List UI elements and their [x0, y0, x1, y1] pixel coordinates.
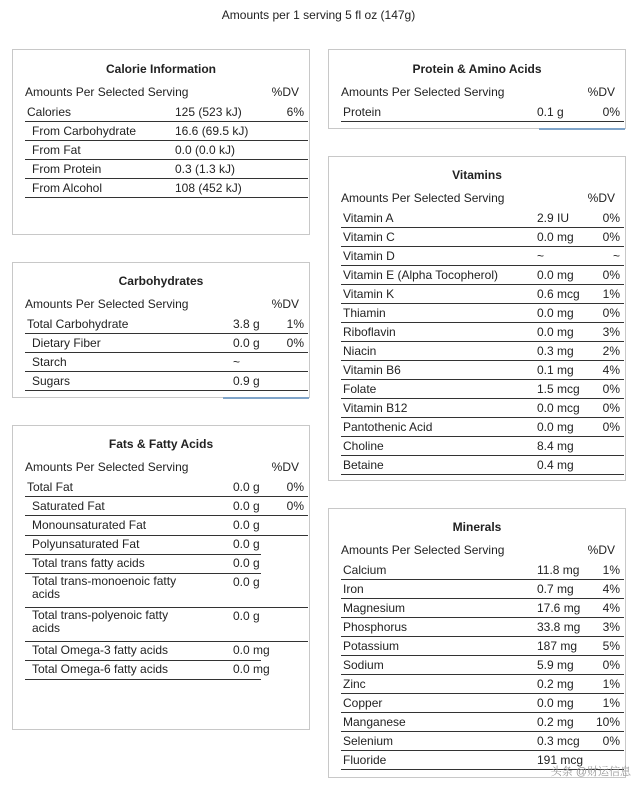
nutrient-amount: 0.2 mg [537, 677, 574, 691]
carbohydrates-accent-line [223, 397, 309, 399]
nutrient-amount: 0.0 (0.0 kJ) [175, 143, 236, 157]
nutrient-name: Pantothenic Acid [343, 420, 433, 434]
nutrient-name: Vitamin B6 [343, 363, 401, 377]
nutrient-amount: 0.3 mcg [537, 734, 580, 748]
vitamins-header-dv: %DV [587, 191, 615, 205]
minerals-header-label: Amounts Per Selected Serving [341, 543, 505, 557]
minerals-rows [341, 561, 624, 770]
calorie-header-label: Amounts Per Selected Serving [25, 85, 189, 99]
nutrient-row [341, 675, 624, 694]
nutrient-dv: 0% [602, 734, 620, 748]
nutrient-name: Phosphorus [343, 620, 408, 634]
nutrient-row [25, 315, 308, 334]
nutrient-dv: ~ [612, 249, 620, 263]
nutrient-name: Niacin [343, 344, 377, 358]
nutrient-name: Vitamin D [343, 249, 395, 263]
vitamins-panel-title: Vitamins [452, 168, 502, 182]
nutrient-dv: 4% [602, 601, 620, 615]
nutrient-row [25, 573, 308, 607]
protein-panel [328, 49, 626, 129]
nutrient-amount: 5.9 mg [537, 658, 574, 672]
nutrient-row [341, 599, 624, 618]
nutrient-amount: 0.4 mg [537, 458, 574, 472]
nutrient-amount: 0.9 g [233, 374, 260, 388]
nutrient-row [341, 266, 624, 285]
nutrient-name: Total Omega-3 fatty acids [32, 643, 169, 657]
nutrient-dv: 0% [602, 401, 620, 415]
nutrient-amount: 0.1 mg [537, 363, 574, 377]
nutrient-name: Choline [343, 439, 384, 453]
nutrient-name: Calories [27, 105, 72, 119]
nutrient-name: Polyunsaturated Fat [32, 537, 140, 551]
nutrient-amount: 33.8 mg [537, 620, 581, 634]
nutrient-amount: 1.5 mcg [537, 382, 580, 396]
nutrient-dv: 0% [286, 499, 304, 513]
nutrient-amount: 0.7 mg [537, 582, 574, 596]
nutrient-amount: 108 (452 kJ) [175, 181, 242, 195]
nutrient-amount: 2.9 IU [537, 211, 570, 225]
nutrient-dv: 0% [602, 211, 620, 225]
nutrient-name: Thiamin [343, 306, 386, 320]
nutrient-amount: 187 mg [537, 639, 578, 653]
protein-rows [341, 103, 624, 122]
nutrient-name: Betaine [343, 458, 384, 472]
nutrient-name: From Alcohol [32, 181, 103, 195]
protein-header-dv: %DV [587, 85, 615, 99]
nutrient-amount: 3.8 g [233, 317, 260, 331]
nutrient-row [341, 456, 624, 475]
nutrient-row [341, 103, 624, 122]
nutrient-amount: 0.0 g [233, 609, 260, 623]
nutrient-row [25, 372, 308, 391]
nutrient-amount: 17.6 mg [537, 601, 581, 615]
nutrient-amount: ~ [537, 249, 545, 263]
nutrient-amount: 0.0 mg [537, 696, 574, 710]
minerals-header [341, 543, 619, 561]
nutrient-dv: 1% [602, 287, 620, 301]
nutrient-dv: 1% [602, 696, 620, 710]
nutrient-name: Total Omega-6 fatty acids [32, 662, 169, 676]
nutrient-row [25, 535, 308, 554]
nutrient-row [341, 285, 624, 304]
calorie-header [25, 85, 303, 103]
nutrient-name: Manganese [343, 715, 406, 729]
nutrient-amount: 8.4 mg [537, 439, 574, 453]
nutrient-amount: 0.6 mcg [537, 287, 580, 301]
nutrient-dv: 0% [602, 306, 620, 320]
nutrient-dv: 0% [602, 420, 620, 434]
nutrient-name: Total trans-polyenoic fatty acids [32, 608, 169, 635]
nutrient-row [25, 103, 308, 122]
minerals-panel [328, 508, 626, 778]
vitamins-header-label: Amounts Per Selected Serving [341, 191, 505, 205]
nutrient-dv: 3% [602, 620, 620, 634]
nutrient-amount: 0.3 (1.3 kJ) [175, 162, 236, 176]
nutrient-row [341, 637, 624, 656]
nutrient-amount: ~ [233, 355, 241, 369]
nutrient-name: Saturated Fat [32, 499, 105, 513]
carbohydrates-header-label: Amounts Per Selected Serving [25, 297, 189, 311]
nutrient-dv: 1% [602, 677, 620, 691]
nutrient-row [25, 353, 308, 372]
nutrient-dv: 0% [286, 336, 304, 350]
nutrient-dv: 0% [286, 480, 304, 494]
nutrient-amount: 0.0 mg [537, 420, 574, 434]
nutrient-row [25, 660, 308, 679]
nutrient-row [341, 361, 624, 380]
nutrient-amount: 0.0 g [233, 556, 260, 570]
nutrient-row [341, 713, 624, 732]
nutrient-amount: 0.0 g [233, 575, 260, 589]
nutrient-row [341, 304, 624, 323]
nutrient-row [25, 516, 308, 535]
nutrient-row [341, 342, 624, 361]
nutrient-row [25, 607, 308, 641]
nutrient-name: Total Fat [27, 480, 74, 494]
nutrient-dv: 0% [602, 105, 620, 119]
minerals-header-dv: %DV [587, 543, 615, 557]
calorie-panel [12, 49, 310, 235]
nutrient-amount: 16.6 (69.5 kJ) [175, 124, 249, 138]
nutrient-row [341, 437, 624, 456]
nutrient-name: Total trans fatty acids [32, 556, 145, 570]
nutrient-name: Starch [32, 355, 67, 369]
nutrient-row [25, 122, 308, 141]
nutrient-name: Monounsaturated Fat [32, 518, 147, 532]
nutrient-row [341, 247, 624, 266]
nutrient-dv: 0% [602, 382, 620, 396]
nutrient-dv: 6% [286, 105, 304, 119]
protein-header [341, 85, 619, 103]
fats-header-label: Amounts Per Selected Serving [25, 460, 189, 474]
nutrient-row [25, 179, 308, 198]
carbohydrates-header [25, 297, 303, 315]
nutrient-name: Vitamin B12 [343, 401, 408, 415]
nutrient-row [341, 399, 624, 418]
vitamins-rows [341, 209, 624, 475]
nutrient-dv: 3% [602, 325, 620, 339]
nutrient-name: Riboflavin [343, 325, 396, 339]
nutrient-row [341, 323, 624, 342]
nutrient-amount: 0.0 g [233, 480, 260, 494]
nutrient-name: Vitamin A [343, 211, 394, 225]
vitamins-header [341, 191, 619, 209]
nutrient-row [25, 641, 308, 660]
nutrient-amount: 0.1 g [537, 105, 564, 119]
fats-panel-title: Fats & Fatty Acids [108, 437, 214, 451]
nutrient-row [341, 561, 624, 580]
nutrient-name: Total trans-monoenoic fatty acids [32, 574, 177, 601]
nutrient-row [341, 380, 624, 399]
nutrient-name: From Carbohydrate [32, 124, 137, 138]
nutrient-name: Protein [343, 105, 382, 119]
nutrient-row [25, 141, 308, 160]
nutrient-amount: 0.3 mg [537, 344, 574, 358]
nutrient-name: Dietary Fiber [32, 336, 101, 350]
nutrient-amount: 125 (523 kJ) [175, 105, 242, 119]
nutrient-row [341, 694, 624, 713]
nutrient-dv: 1% [602, 563, 620, 577]
nutrient-amount: 0.0 g [233, 499, 260, 513]
nutrient-name: Folate [343, 382, 377, 396]
nutrient-name: Calcium [343, 563, 387, 577]
nutrient-name: From Protein [32, 162, 102, 176]
nutrient-name: Potassium [343, 639, 400, 653]
nutrient-row [341, 418, 624, 437]
nutrient-name: Magnesium [343, 601, 406, 615]
nutrient-amount: 191 mcg [537, 753, 584, 767]
carbohydrates-panel-title: Carbohydrates [118, 274, 204, 288]
nutrient-amount: 0.0 mg [537, 306, 574, 320]
fats-header [25, 460, 303, 478]
carbohydrates-header-dv: %DV [271, 297, 299, 311]
nutrient-row [25, 160, 308, 179]
nutrient-name: Vitamin E (Alpha Tocopherol) [343, 268, 498, 282]
calorie-panel-title: Calorie Information [105, 62, 216, 76]
nutrient-name: Total Carbohydrate [27, 317, 129, 331]
nutrient-name: From Fat [32, 143, 81, 157]
protein-panel-title: Protein & Amino Acids [412, 62, 542, 76]
nutrient-amount: 11.8 mg [537, 563, 580, 577]
nutrient-name: Selenium [343, 734, 394, 748]
nutrient-name: Copper [343, 696, 383, 710]
nutrient-dv: 0% [602, 658, 620, 672]
nutrient-amount: 0.0 g [233, 518, 260, 532]
nutrient-amount: 0.0 mg [537, 325, 574, 339]
fats-rows [25, 478, 308, 679]
calorie-rows [25, 103, 308, 198]
nutrient-amount: 0.2 mg [537, 715, 574, 729]
nutrient-amount: 0.0 mcg [537, 401, 580, 415]
nutrient-amount: 0.0 mg [233, 662, 270, 676]
nutrient-row [25, 554, 308, 573]
nutrient-amount: 0.0 mg [233, 643, 270, 657]
nutrient-name: Fluoride [343, 753, 387, 767]
nutrient-amount: 0.0 mg [537, 268, 574, 282]
nutrient-name: Sodium [343, 658, 384, 672]
nutrient-amount: 0.0 g [233, 336, 260, 350]
calorie-header-dv: %DV [271, 85, 299, 99]
nutrient-row [341, 732, 624, 751]
carbohydrates-panel [12, 262, 310, 398]
nutrient-dv: 5% [602, 639, 620, 653]
nutrient-name: Iron [343, 582, 364, 596]
nutrient-row [341, 209, 624, 228]
nutrient-amount: 0.0 mg [537, 230, 574, 244]
vitamins-panel [328, 156, 626, 481]
watermark-text: 头条 @财运信息 [550, 766, 631, 778]
nutrient-row [341, 580, 624, 599]
fats-header-dv: %DV [271, 460, 299, 474]
nutrient-name: Zinc [343, 677, 366, 691]
fats-panel [12, 425, 310, 730]
nutrient-row [341, 618, 624, 637]
nutrient-dv: 4% [602, 363, 620, 377]
nutrient-row [341, 656, 624, 675]
nutrient-dv: 0% [602, 268, 620, 282]
nutrient-dv: 2% [602, 344, 620, 358]
nutrient-dv: 10% [595, 715, 620, 729]
nutrient-name: Sugars [32, 374, 71, 388]
nutrient-name: Vitamin K [343, 287, 395, 301]
nutrient-row [341, 228, 624, 247]
minerals-panel-title: Minerals [452, 520, 502, 534]
nutrient-amount: 0.0 g [233, 537, 260, 551]
nutrient-row [25, 497, 308, 516]
nutrient-name: Vitamin C [343, 230, 395, 244]
nutrient-row [25, 334, 308, 353]
nutrient-dv: 0% [602, 230, 620, 244]
protein-header-label: Amounts Per Selected Serving [341, 85, 505, 99]
protein-accent-line [539, 128, 625, 130]
nutrient-dv: 1% [286, 317, 304, 331]
nutrient-row [25, 478, 308, 497]
serving-title: Amounts per 1 serving 5 fl oz (147g) [221, 8, 416, 22]
nutrient-dv: 4% [602, 582, 620, 596]
carbohydrates-rows [25, 315, 308, 391]
